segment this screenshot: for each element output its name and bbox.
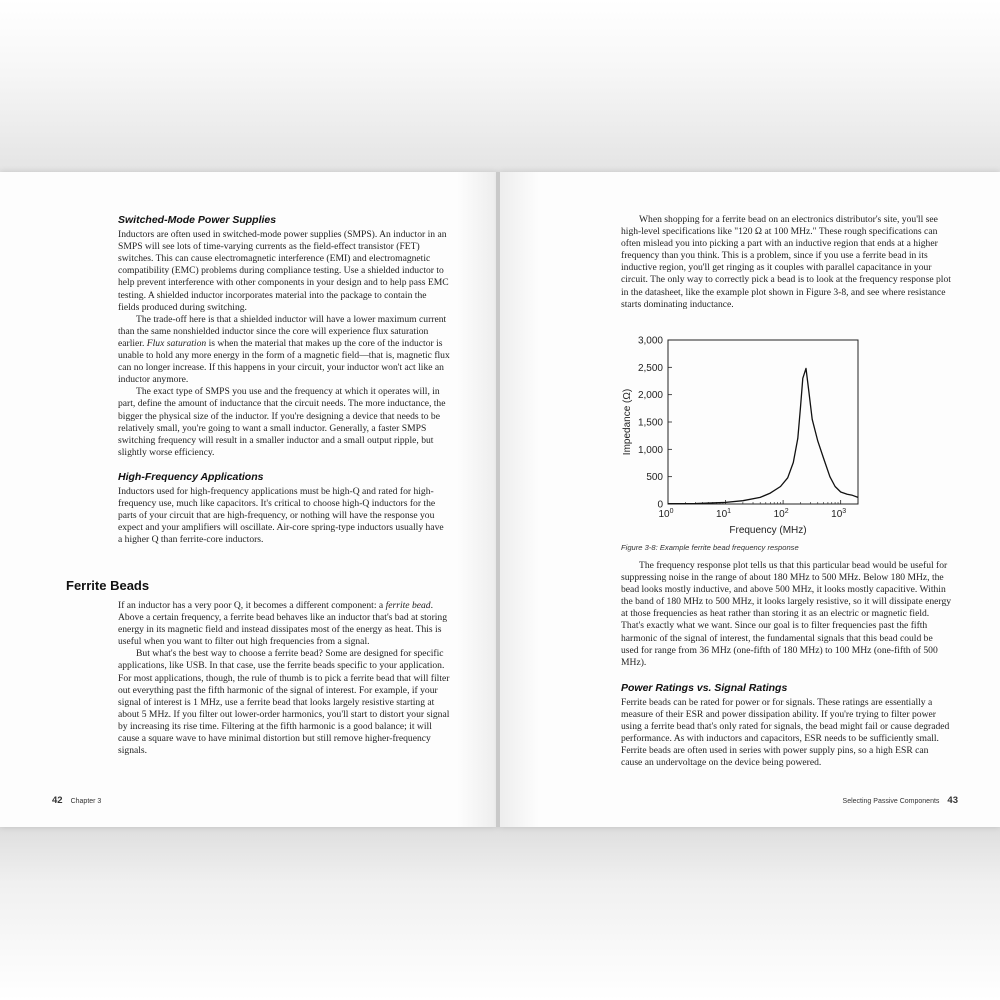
heading-ferrite-beads: Ferrite Beads — [66, 578, 150, 593]
book-gutter — [496, 172, 500, 827]
y-axis-label: Impedance (Ω) — [622, 388, 633, 456]
left-footer — [52, 795, 101, 806]
paragraph: The exact type of SMPS you use and the frequency at which it operates will, in part, define the amount of inductance that the circuit needs. The more inductance, the bigger the physical size of the inductor. If you're designing a device that needs to be relatively small, you're going to want a small inductor. Generally, a faster SMPS switching frequency will result in a smaller inductor and a small output ripple, but slightly worse efficiency. — [118, 386, 446, 458]
page-number: 42 — [52, 795, 63, 806]
x-tick-label: $10^2$ — [773, 508, 789, 520]
paragraph: When shopping for a ferrite bead on an electronics distributor's site, you'll see high-level specifications like "120 Ω at 100 MHz." These rough specifications can often mislead you into picking a part with an inductive region that ends at a higher frequency than you think. This is a problem, since if you use a ferrite bead in its inductive region, you'll get ringing as it couples with parallel capacitance in your circuit. The only way to correctly pick a bead is to look at the frequency response plot in the datasheet, like the example plot shown in Figure 3-8, and see where resistance starts dominating inductance. — [621, 214, 951, 310]
heading-smps: Switched-Mode Power Supplies — [118, 214, 277, 226]
impedance-series-line — [668, 368, 858, 503]
heading-high-frequency: High-Frequency Applications — [118, 470, 264, 483]
y-tick-label: 1,500 — [637, 417, 663, 429]
heading-power-ratings: Power Ratings vs. Signal Ratings — [621, 681, 788, 694]
frequency-response-chart — [618, 332, 868, 537]
right-column-top — [621, 214, 952, 311]
page-number: 43 — [947, 795, 958, 806]
background-top — [0, 0, 1000, 185]
paragraph: Ferrite beads can be rated for power or for signals. These ratings are essentially a measure of their ESR and power dissipation ability. If you're trying to filter power using a ferrite bead that's only rated for signals, the bead might fail or cause degraded performance. As with inductors and capacitors, ESR needs to be sufficiently small. Ferrite beads are often used in series with power supply pins, so a high ESR can cause an undervoltage on the device being powered. — [621, 696, 950, 769]
y-tick-label: 500 — [646, 472, 663, 484]
y-tick-label: 3,000 — [637, 335, 663, 347]
plot-frame — [668, 340, 858, 504]
y-tick-label: 2,000 — [637, 390, 663, 402]
paragraph: Inductors are often used in switched-mode power supplies (SMPS). An inductor in an SMPS will see lots of time-varying currents as the field-effect transistor (FET) switches. This can cause electromagnetic interference (EMI) and electromagnetic compatibility (EMC) problems during compliance testing. Use a shielded inductor to help prevent interference with other components in your design and to help pass EMC testing. A shielded inductor incorporates material into the package to contain the fields produced during switching. — [118, 229, 449, 313]
x-axis-label: Frequency (MHz) — [729, 525, 807, 536]
left-column-top — [118, 214, 450, 546]
paragraph: The trade-off here is that a shielded inductor will have a lower maximum current than the same nonshielded inductor since the core will experience flux saturation earlier. Flux saturation is when the material that makes up the core of the inductor is unable to hold any more energy in the form of a magnetic field—that is, magnetic flux can no longer increase. If this happens in your circuit, your inductor won't act like an inductor anymore. — [118, 313, 450, 386]
y-tick-label: 0 — [657, 499, 663, 511]
right-column-bottom — [621, 560, 952, 770]
right-footer — [843, 795, 958, 806]
y-tick-label: 1,000 — [637, 444, 663, 456]
x-tick-label: $10^1$ — [716, 508, 732, 520]
paragraph: The frequency response plot tells us that this particular bead would be useful for suppressing noise in the range of about 180 MHz to 500 MHz. Below 180 MHz, the bead looks mostly inductive, and above 500 MHz, it looks mostly capacitive. Within the band of 180 MHz to 500 MHz, it looks largely resistive, so it will dissipate energy at those frequencies as heat rather than storing it as an electric or magnetic field. That's exactly what we want. Since our goal is to filter frequencies past the fifth harmonic of the signal of interest, the fundamental signals that this bead could be used for range from 36 MHz (one-fifth of 180 MHz) to 100 MHz (one-fifth of 500 MHz). — [621, 560, 952, 668]
x-tick-label: $10^0$ — [658, 508, 674, 520]
paragraph: Inductors used for high-frequency applications must be high-Q and rated for high-frequency use, much like capacitors. It's critical to choose high-Q inductors for the parts of your circuit that are high-frequency, or nothing will have the response you expect and your amplifiers will oscillate. Air-core spring-type inductors usually have a higher Q than ferrite-core inductors. — [118, 485, 444, 546]
chapter-label: Chapter 3 — [70, 798, 102, 805]
background-bottom — [0, 820, 1000, 1000]
y-tick-label: 2,500 — [637, 362, 663, 374]
x-tick-label: $10^3$ — [831, 508, 847, 520]
paragraph: But what's the best way to choose a ferrite bead? Some are designed for specific applications, like USB. In that case, use the ferrite beads specific to your application. For most applications, though, the rule of thumb is to pick a ferrite bead that will filter out everything past the fifth harmonic of the signal of interest. For example, if your signal of interest is 1 MHz, use a ferrite bead that looks largely resistive starting at about 5 MHz. If you filter out lower-order harmonics, you'll start to distort your signal by increasing its rise time. Filtering at the fifth harmonic is a good balance; it will cause a square wave to have minimal distortion but still remove higher-frequency signals. — [118, 648, 450, 757]
figure-caption: Figure 3-8: Example ferrite bead frequency response — [621, 543, 799, 552]
left-column-bottom — [118, 600, 450, 757]
running-title: Selecting Passive Components — [842, 798, 940, 805]
paragraph: If an inductor has a very poor Q, it becomes a different component: a ferrite bead. Above a certain frequency, a ferrite bead behaves like an inductor that's bad at storing energy in its magnetic field and instead dissipates most of the energy as heat. This is useful when you want to filter out high frequencies from a signal. — [118, 600, 448, 648]
